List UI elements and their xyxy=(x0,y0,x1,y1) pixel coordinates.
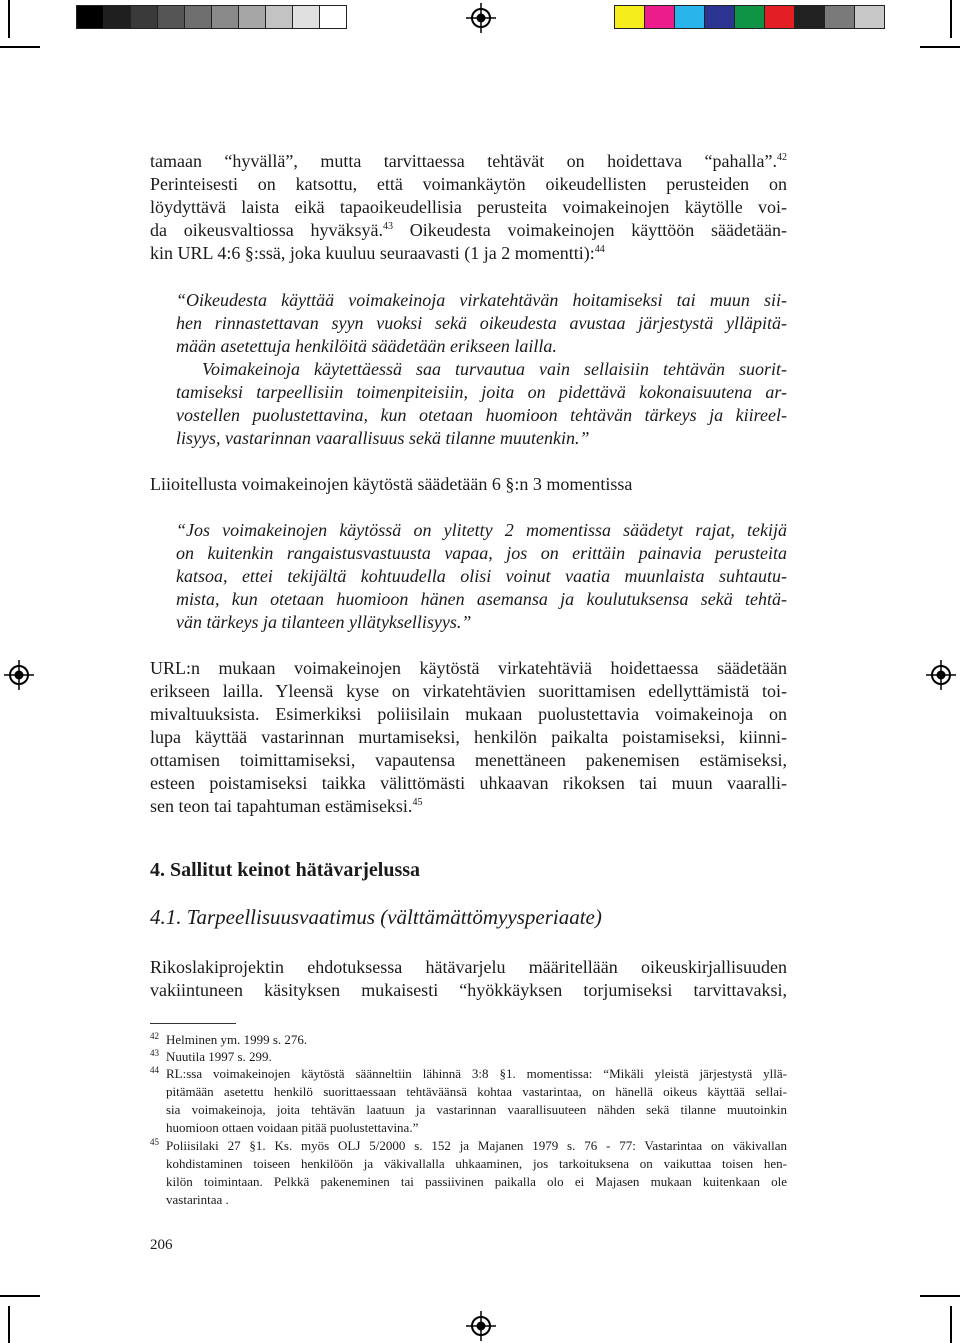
text-line: erikseen lailla. Yleensä kyse on virkatehtävien suorittamisen edellyttämistä toi- xyxy=(150,681,787,701)
text-line: lupa käyttää vastarinnan murtamiseksi, henkilön paikalta poistamiseksi, kiinni- xyxy=(150,727,787,747)
gray-swatch xyxy=(157,5,185,29)
text-line: mivaltuuksista. Esimerkiksi poliisilain mukaan puolustettavia voimakeinoja on xyxy=(150,704,787,724)
subsection-heading: 4.1. Tarpeellisuusvaatimus (välttämättömyysperiaate) xyxy=(150,905,602,929)
quote-line: mään asetettuja henkilöitä säädetään erikseen lailla. xyxy=(176,336,557,356)
crop-mark xyxy=(950,0,952,38)
paragraph-2: Liioitellusta voimakeinojen käytöstä säädetään 6 §:n 3 momentissa xyxy=(150,474,633,494)
crop-mark xyxy=(950,1306,952,1343)
page-number: 206 xyxy=(150,1237,173,1253)
footnote-text: sia voimakeinoja, joita tehtävän laatuun ja vastarinnan vaarallisuuteen nähden sekä tilanne muutoinkin xyxy=(166,1102,787,1117)
gray-swatch xyxy=(238,5,266,29)
footnote-divider xyxy=(150,1023,236,1024)
text-line: Perinteisesti on katsottu, että voimankäytön oikeudellisten perusteiden on xyxy=(150,174,787,194)
color-swatch xyxy=(704,5,735,29)
quote-line: lisyys, vastarinnan vaarallisuus sekä tilanne muutenkin.” xyxy=(176,428,590,448)
crop-mark xyxy=(8,0,10,38)
quote-line: vän tärkeys ja tilanteen yllätyksellisyys.” xyxy=(176,612,472,632)
footnote-number: 45 xyxy=(150,1137,159,1147)
footnote-text: kohdistaminen toiseen henkilöön ja väkivallalla uhkaaminen, jos tarkoituksena on vaikuttaa toisen hen- xyxy=(166,1156,787,1171)
footnote-text: pitämään asetettu henkilö suorittaessaan tehtäväänsä kohtaa vastarintaa, on hänellä oikeus käyttää sellai- xyxy=(166,1084,787,1099)
text-line: ottamisen toimittamiseksi, vapautensa menettäneen pakenemisen estämiseksi, xyxy=(150,750,787,770)
text-line: URL:n mukaan voimakeinojen käytöstä virkatehtäviä hoidettaessa säädetään xyxy=(150,658,787,678)
footnote-ref: 43 xyxy=(383,221,394,232)
crop-mark xyxy=(0,46,40,48)
registration-mark-icon xyxy=(4,660,34,690)
quote-line: tamiseksi tarpeellisiin toimenpiteisiin, joita on pidettävä kokonaisuutena ar- xyxy=(176,382,787,402)
text-line: Rikoslakiprojektin ehdotuksessa hätävarjelu määritellään oikeuskirjallisuuden xyxy=(150,957,787,977)
footnote-number: 43 xyxy=(150,1048,159,1058)
gray-swatch xyxy=(211,5,239,29)
text-line: da oikeusvaltiossa hyväksyä.$^{43}$ Oikeudesta voimakeinojen käyttöön säädetään- xyxy=(150,220,787,240)
quote-line: “Jos voimakeinojen käytössä on ylitetty 2 momentissa säädetyt rajat, tekijä xyxy=(176,520,787,540)
color-swatch xyxy=(614,5,645,29)
footnote-ref: 42 xyxy=(777,152,787,163)
quote-line: vostellen puolustettavina, kun otetaan huomioon tehtävän tärkeys ja kiireel- xyxy=(176,405,787,425)
footnote-text: Helminen ym. 1999 s. 276. xyxy=(166,1032,308,1047)
gray-swatch xyxy=(103,5,131,29)
gray-swatch xyxy=(319,5,347,29)
quote-line: on kuitenkin rangaistusvastuusta vapaa, jos on erittäin painavia perusteita xyxy=(176,543,787,563)
quote-line: “Oikeudesta käyttää voimakeinoja virkatehtävän hoitamiseksi tai muun sii- xyxy=(176,290,787,310)
section-heading: 4. Sallitut keinot hätävarjelussa xyxy=(150,859,421,881)
color-swatch xyxy=(734,5,765,29)
crop-mark xyxy=(0,1295,40,1297)
gray-swatch xyxy=(265,5,293,29)
text-line: kin URL 4:6 §:ssä, joka kuuluu seuraavasti (1 ja 2 momentti):$^{44}$ xyxy=(150,243,605,263)
footnote-text: kilön toimintaan. Pelkkä pakeneminen tai passiivinen paikalla olo ei Majasen mukaan kuitenkaan ole xyxy=(166,1174,787,1189)
quote-line: mista, kun otetaan huomioon hänen asemansa ja koulutuksensa sekä tehtä- xyxy=(176,589,787,609)
footnote-number: 44 xyxy=(150,1065,159,1075)
footnote-text: vastarintaa . xyxy=(166,1192,229,1207)
gray-swatch xyxy=(184,5,212,29)
color-swatch xyxy=(764,5,795,29)
gray-swatch xyxy=(76,5,104,29)
text-line: sen teon tai tapahtuman estämiseksi.$^{45}$ xyxy=(150,796,423,816)
text-line: vakiintuneen käsityksen mukaisesti “hyökkäyksen torjumiseksi tarvittavaksi, xyxy=(150,980,787,1000)
color-swatch xyxy=(644,5,675,29)
text-line: löydyttävä laista eikä tapaoikeudellisia perusteita voimakeinojen käytölle voi- xyxy=(150,197,787,217)
color-swatch xyxy=(794,5,825,29)
quote-line: hen rinnastettavan syyn vuoksi sekä oikeudesta avustaa järjestystä ylläpitä- xyxy=(176,313,787,333)
footnote-text: Poliisilaki 27 §1. Ks. myös OLJ 5/2000 s. 152 ja Majanen 1979 s. 76 - 77: Vastarintaa on väkivallan xyxy=(166,1138,787,1153)
footnote-ref: 45 xyxy=(412,797,423,808)
footnote-text: huomioon ottaen voidaan pitää puolustettavina.” xyxy=(166,1120,419,1135)
footnote-text: Nuutila 1997 s. 299. xyxy=(166,1049,272,1064)
quote-line: katsoa, ettei tekijältä kohtuudella olisi voinut vaatia muunlaista suhtautu- xyxy=(176,566,787,586)
registration-mark-icon xyxy=(466,3,496,33)
footnote-ref: 44 xyxy=(594,244,605,255)
quote-line: Voimakeinoja käytettäessä saa turvautua vain sellaisiin tehtävän suorit- xyxy=(202,359,787,379)
registration-mark-icon xyxy=(466,1311,496,1341)
text-line: esteen poistamiseksi taikka välittömästi uhkaavan rikoksen tai muun vaaralli- xyxy=(150,773,787,793)
color-swatch xyxy=(824,5,855,29)
crop-mark xyxy=(8,1306,10,1343)
footnote-number: 42 xyxy=(150,1031,159,1041)
footnote-text: RL:ssa voimakeinojen käytöstä säänneltiin lähinnä 3:8 §1. momentissa: “Mikäli yleistä järjestystä yllä- xyxy=(166,1066,787,1081)
registration-mark-icon xyxy=(926,660,956,690)
color-swatch xyxy=(674,5,705,29)
gray-swatch xyxy=(292,5,320,29)
crop-mark xyxy=(920,1295,960,1297)
crop-mark xyxy=(920,46,960,48)
color-swatch xyxy=(854,5,885,29)
gray-swatch xyxy=(130,5,158,29)
text-line: tamaan “hyvällä”, mutta tarvittaessa tehtävät on hoidettava “pahalla”.$^{42}$ xyxy=(150,151,787,171)
